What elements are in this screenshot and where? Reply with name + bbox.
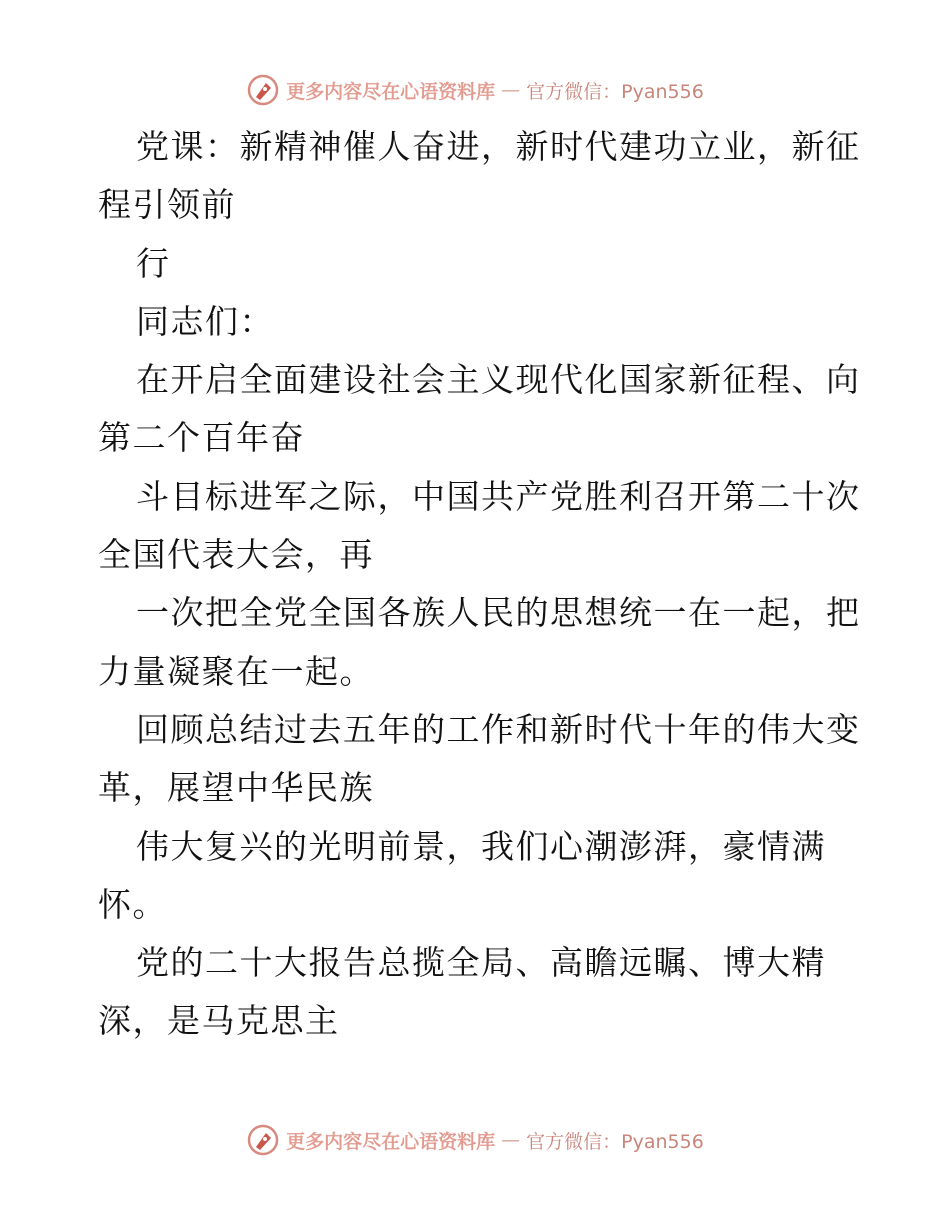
watermark-text: 更多内容尽在心语资料库 [286, 1130, 496, 1153]
watermark-dash: — [501, 79, 521, 101]
paragraph-line: 革，展望中华民族 [98, 768, 374, 808]
footer-watermark [0, 1120, 950, 1160]
paragraph-line: 全国代表大会，再 [98, 535, 374, 575]
paragraph-line: 深，是马克思主 [98, 1001, 340, 1041]
watermark-dash: — [501, 1129, 521, 1151]
paragraph-line: 在开启全面建设社会主义现代化国家新征程、向 [136, 360, 861, 400]
title-line-1: 党课：新精神催人奋进，新时代建功立业，新征 [136, 127, 861, 166]
watermark-wechat: 官方微信：Pyan556 [526, 80, 704, 103]
paragraph-line: 党的二十大报告总揽全局、高瞻远瞩、博大精 [136, 943, 826, 983]
document-body [98, 118, 861, 1051]
paragraph-line: 斗目标进军之际，中国共产党胜利召开第二十次 [136, 476, 861, 516]
salutation-line: 同志们： [136, 301, 274, 341]
paragraph-line: 一次把全党全国各族人民的思想统一在一起，把 [136, 593, 861, 633]
paragraph-line: 伟大复兴的光明前景，我们心潮澎湃，豪情满 [136, 826, 826, 866]
watermark-wechat: 官方微信：Pyan556 [526, 1130, 704, 1153]
watermark-text: 更多内容尽在心语资料库 [286, 80, 496, 103]
paragraph-line: 怀。 [98, 884, 167, 924]
title-line-3: 行 [136, 243, 171, 283]
title-line-2: 程引领前 [98, 185, 236, 225]
header-watermark [0, 70, 950, 110]
pen-nib-circle-icon [246, 1123, 280, 1157]
paragraph-line: 第二个百年奋 [98, 418, 305, 458]
paragraph-line: 回顾总结过去五年的工作和新时代十年的伟大变 [136, 709, 861, 749]
paragraph-line: 力量凝聚在一起。 [98, 651, 374, 691]
pen-nib-circle-icon [246, 73, 280, 107]
